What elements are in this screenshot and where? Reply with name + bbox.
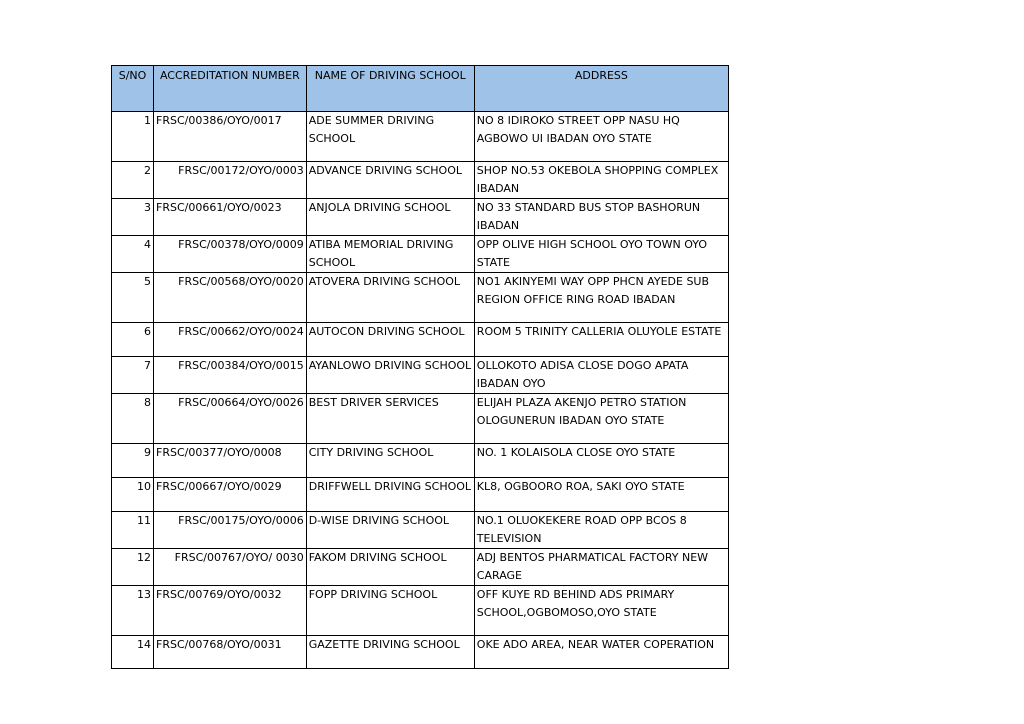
row-serial-number: 6: [112, 323, 154, 357]
row-driving-school-name: DRIFFWELL DRIVING SCHOOL: [306, 478, 474, 512]
row-address: OPP OLIVE HIGH SCHOOL OYO TOWN OYO STATE: [474, 236, 728, 273]
row-address: OFF KUYE RD BEHIND ADS PRIMARY SCHOOL,OGBOMOSO,OYO STATE: [474, 586, 728, 636]
row-driving-school-name: D-WISE DRIVING SCHOOL: [306, 512, 474, 549]
table-row: [112, 586, 729, 636]
row-driving-school-name: ANJOLA DRIVING SCHOOL: [306, 199, 474, 236]
row-accreditation-number: FRSC/00769/OYO/0032: [154, 586, 307, 636]
row-serial-number: 14: [112, 636, 154, 669]
row-driving-school-name: CITY DRIVING SCHOOL: [306, 444, 474, 478]
row-serial-number: 7: [112, 357, 154, 394]
table-row: [112, 512, 729, 549]
row-driving-school-name: ATOVERA DRIVING SCHOOL: [306, 273, 474, 323]
row-accreditation-number: FRSC/00386/OYO/0017: [154, 112, 307, 162]
row-address: ROOM 5 TRINITY CALLERIA OLUYOLE ESTATE: [474, 323, 728, 357]
row-serial-number: 2: [112, 162, 154, 199]
row-driving-school-name: AUTOCON DRIVING SCHOOL: [306, 323, 474, 357]
row-address: OLLOKOTO ADISA CLOSE DOGO APATA IBADAN OYO: [474, 357, 728, 394]
row-driving-school-name: AYANLOWO DRIVING SCHOOL: [306, 357, 474, 394]
table-row: [112, 478, 729, 512]
row-serial-number: 3: [112, 199, 154, 236]
row-address: ADJ BENTOS PHARMATICAL FACTORY NEW CARAGE: [474, 549, 728, 586]
table-row: [112, 636, 729, 669]
row-address: OKE ADO AREA, NEAR WATER COPERATION: [474, 636, 728, 669]
row-accreditation-number: FRSC/00662/OYO/0024: [154, 323, 307, 357]
header-accreditation-number: ACCREDITATION NUMBER: [154, 66, 307, 112]
row-driving-school-name: ATIBA MEMORIAL DRIVING SCHOOL: [306, 236, 474, 273]
driving-schools-table: [111, 65, 729, 669]
row-address: NO1 AKINYEMI WAY OPP PHCN AYEDE SUB REGION OFFICE RING ROAD IBADAN: [474, 273, 728, 323]
row-address: ELIJAH PLAZA AKENJO PETRO STATION OLOGUNERUN IBADAN OYO STATE: [474, 394, 728, 444]
row-serial-number: 1: [112, 112, 154, 162]
row-accreditation-number: FRSC/00667/OYO/0029: [154, 478, 307, 512]
table-row: [112, 394, 729, 444]
row-driving-school-name: FAKOM DRIVING SCHOOL: [306, 549, 474, 586]
row-accreditation-number: FRSC/00661/OYO/0023: [154, 199, 307, 236]
row-address: NO. 1 KOLAISOLA CLOSE OYO STATE: [474, 444, 728, 478]
table-row: [112, 162, 729, 199]
row-accreditation-number: FRSC/00175/OYO/0006: [154, 512, 307, 549]
row-accreditation-number: FRSC/00767/OYO/ 0030: [154, 549, 307, 586]
header-sn: S/NO: [112, 66, 154, 112]
row-address: SHOP NO.53 OKEBOLA SHOPPING COMPLEX IBADAN: [474, 162, 728, 199]
table-header: [112, 66, 729, 112]
row-address: KL8, OGBOORO ROA, SAKI OYO STATE: [474, 478, 728, 512]
row-serial-number: 5: [112, 273, 154, 323]
row-accreditation-number: FRSC/00172/OYO/0003: [154, 162, 307, 199]
row-accreditation-number: FRSC/00568/OYO/0020: [154, 273, 307, 323]
row-accreditation-number: FRSC/00768/OYO/0031: [154, 636, 307, 669]
table-row: [112, 199, 729, 236]
row-accreditation-number: FRSC/00384/OYO/0015: [154, 357, 307, 394]
header-address: ADDRESS: [474, 66, 728, 112]
row-driving-school-name: ADE SUMMER DRIVING SCHOOL: [306, 112, 474, 162]
row-accreditation-number: FRSC/00378/OYO/0009: [154, 236, 307, 273]
row-serial-number: 12: [112, 549, 154, 586]
row-accreditation-number: FRSC/00377/OYO/0008: [154, 444, 307, 478]
row-driving-school-name: BEST DRIVER SERVICES: [306, 394, 474, 444]
row-serial-number: 4: [112, 236, 154, 273]
table-row: [112, 273, 729, 323]
table-row: [112, 112, 729, 162]
table-row: [112, 444, 729, 478]
row-driving-school-name: FOPP DRIVING SCHOOL: [306, 586, 474, 636]
row-serial-number: 8: [112, 394, 154, 444]
row-address: NO.1 OLUOKEKERE ROAD OPP BCOS 8 TELEVISION: [474, 512, 728, 549]
row-address: NO 8 IDIROKO STREET OPP NASU HQ AGBOWO UI IBADAN OYO STATE: [474, 112, 728, 162]
row-serial-number: 11: [112, 512, 154, 549]
table-row: [112, 357, 729, 394]
row-driving-school-name: GAZETTE DRIVING SCHOOL: [306, 636, 474, 669]
row-serial-number: 13: [112, 586, 154, 636]
row-accreditation-number: FRSC/00664/OYO/0026: [154, 394, 307, 444]
row-serial-number: 10: [112, 478, 154, 512]
table-row: [112, 323, 729, 357]
row-driving-school-name: ADVANCE DRIVING SCHOOL: [306, 162, 474, 199]
table-row: [112, 236, 729, 273]
table-body: [112, 112, 729, 669]
row-serial-number: 9: [112, 444, 154, 478]
table-row: [112, 549, 729, 586]
header-driving-school-name: NAME OF DRIVING SCHOOL: [306, 66, 474, 112]
row-address: NO 33 STANDARD BUS STOP BASHORUN IBADAN: [474, 199, 728, 236]
